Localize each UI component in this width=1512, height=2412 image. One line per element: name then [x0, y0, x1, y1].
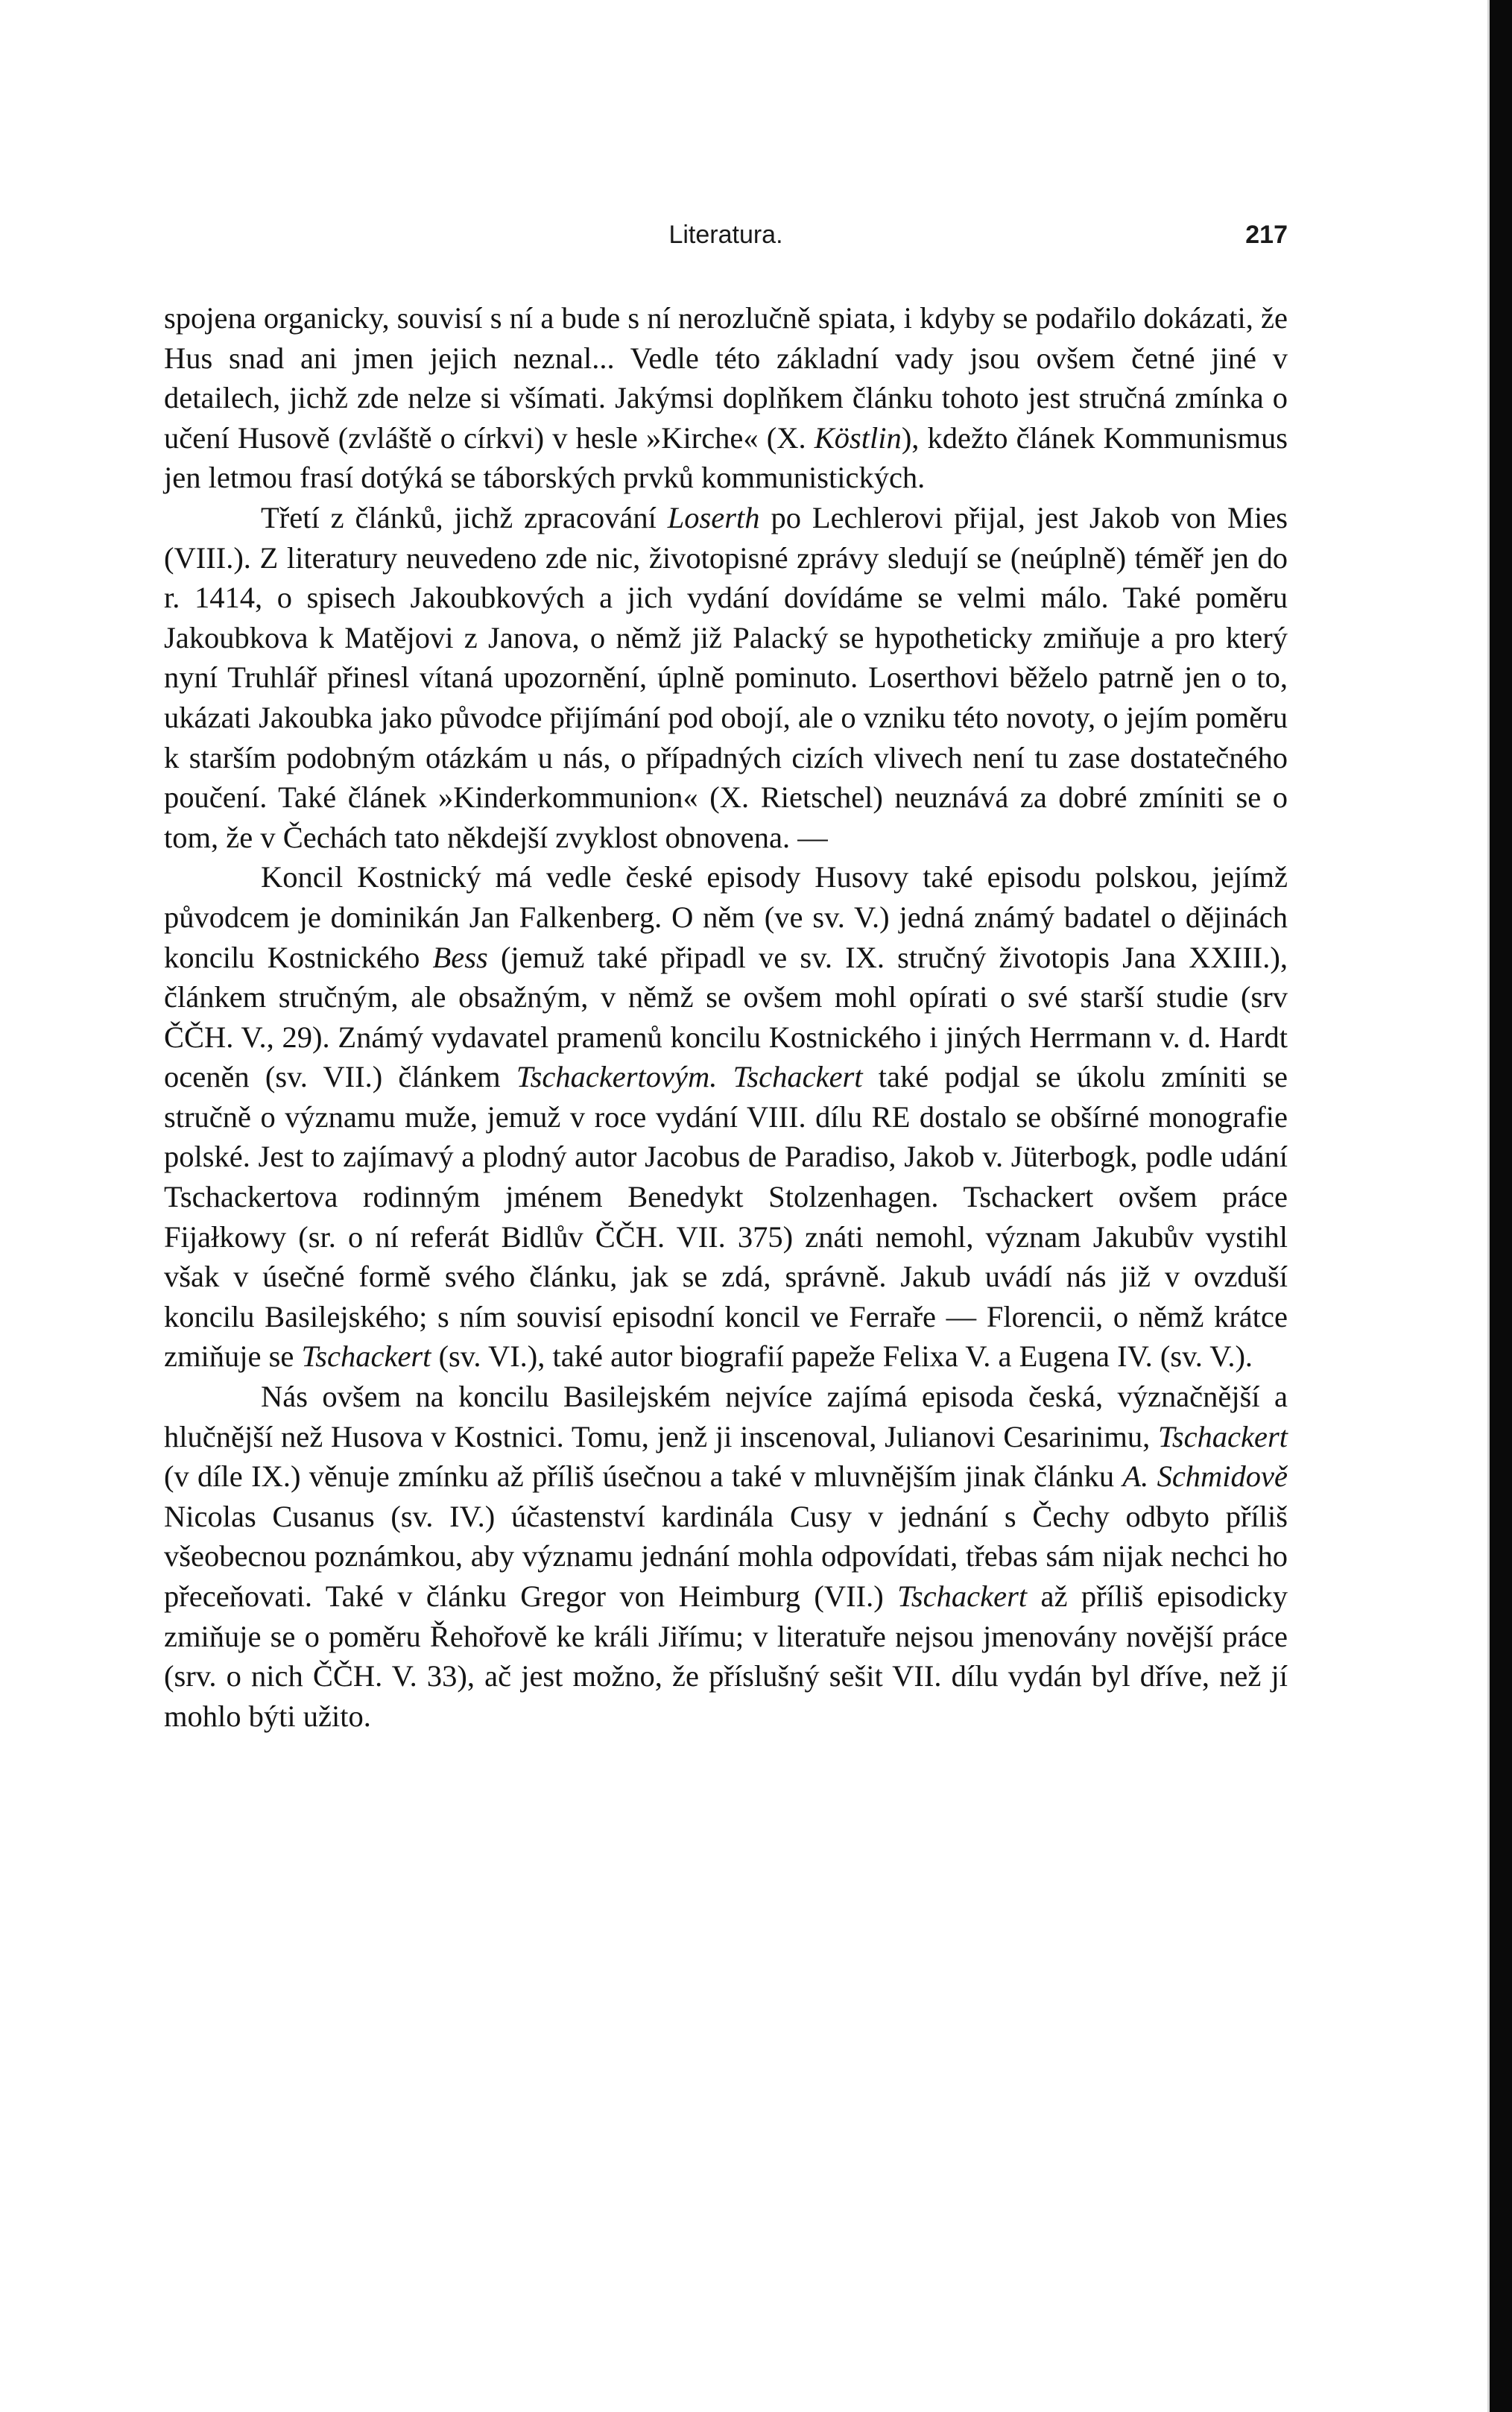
paragraph — [164, 298, 1288, 498]
italic-run: Tschackert — [1158, 1419, 1288, 1453]
text-run: také podjal se úkolu zmíniti se stručně o významu muže, jemuž v roce vydání VIII. dílu RE dostalo se obšírné monografie polské. Jest to zajímavý a plodný autor Jacobus de Paradiso, Jakob v. Jüterbogk, podle udání Tschackertova rodinným jménem Benedykt Stolzenhagen. Tschackert ovšem práce Fijałkowy (sr. o ní referát Bidlův ČČH. VII. 375) znáti nemohl, význam Jakubův vystihl však v úsečné formě svého článku, jak se zdá, správně. Jakub uvádí nás již v ovzduší koncilu Basilejského; s ním souvisí episodní koncil ve Ferraře — Florencii, o němž krátce zmiňuje se — [164, 1060, 1288, 1374]
text-run: (jemuž také připadl ve sv. IX. stručný životopis Jana XXIII.), článkem stručným, ale obsažným, v němž se ovšem mohl opírati o své starší studie (srv ČČH. V., 29). Známý vydavatel pramenů koncilu Kostnického i jiných Herrmann v. d. Hardt oceněn (sv. VII.) článkem — [164, 940, 1288, 1094]
text-run: ), kdežto článek Kommunismus jen letmou frasí dotýká se táborských prvků kommunistických. — [164, 420, 1288, 495]
italic-run: Tschackert — [301, 1339, 431, 1374]
italic-run: Tschackertovým. Tschackert — [516, 1060, 863, 1094]
body-text — [164, 298, 1288, 1736]
text-run: až příliš episodicky zmiňuje se o poměru Řehořově ke králi Jiřímu; v literatuře nejsou jmenovány novější práce (srv. o nich ČČH. V. 33), ač jest možno, že příslušný sešit VII. dílu vydán byl dříve, než jí mohlo býti užito. — [164, 1579, 1288, 1733]
italic-run: Loserth — [667, 500, 760, 534]
text-run: spojena organicky, souvisí s ní a bude s ní nerozlučně spiata, i kdyby se podařilo dokázati, že Hus snad ani jmen jejich neznal... Vedle této základní vady jsou ovšem četné jiné v detailech, jichž zde nelze si všímati. Jakýmsi doplňkem článku tohoto jest stručná zmínka o učení Husově (zvláště o církvi) v hesle »Kirche« (X. — [164, 301, 1288, 455]
text-run: po Lechlerovi přijal, jest Jakob von Mies (VIII.). Z literatury neuvedeno zde nic, životopisné zprávy sledují se (neúplně) téměř jen do r. 1414, o spisech Jakoubkových a jich vydání dovídáme se velmi málo. Také poměru Jakoubkova k Matějovi z Janova, o němž již Palacký se hypotheticky zmiňuje a pro který nyní Truhlář přinesl vítaná upozornění, úplně pominuto. Loserthovi běželo patrně jen o to, ukázati Jakoubka jako původce přijímání pod obojí, ale o vzniku této novoty, o jejím poměru k starším podobným otázkám u nás, o případných cizích vlivech není tu zase dostatečného poučení. Také článek »Kinderkommunion« (X. Rietschel) neuznává za dobré zmíniti se o tom, že v Čechách tato někdejší zvyklost obnovena. — — [164, 500, 1288, 854]
italic-run: Köstlin — [814, 420, 902, 455]
paragraph — [164, 857, 1288, 1377]
paragraph — [164, 498, 1288, 857]
text-run: (sv. VI.), také autor biografií papeže Felixa V. a Eugena IV. (sv. V.). — [431, 1339, 1253, 1374]
text-run: Koncil Kostnický má vedle české episody Husovy také episodu polskou, jejímž původcem je dominikán Jan Falkenberg. O něm (ve sv. V.) jedná známý badatel o dějinách koncilu Kostnického — [164, 860, 1288, 974]
running-head — [164, 221, 1288, 258]
running-title: Literatura. — [668, 221, 783, 249]
italic-run: A. Schmidově — [1122, 1459, 1288, 1494]
text-run: (v díle IX.) věnuje zmínku až příliš úsečnou a také v mluvnějším jinak článku — [164, 1459, 1123, 1494]
paragraph — [164, 1377, 1288, 1736]
italic-run: Tschackert — [897, 1579, 1028, 1613]
page-number: 217 — [1245, 221, 1288, 249]
italic-run: Bess — [432, 940, 488, 974]
text-run: Třetí z článků, jichž zpracování — [261, 500, 668, 534]
scan-border — [1490, 0, 1512, 2412]
text-run: Nás ovšem na koncilu Basilejském nejvíce zajímá episoda česká, význačnější a hlučnější než Husova v Kostnici. Tomu, jenž ji inscenoval, Julianovi Cesarinimu, — [164, 1380, 1288, 1453]
text-run: Nicolas Cusanus (sv. IV.) účastenství kardinála Cusy v jednání s Čechy odbyto příliš všeobecnou poznámkou, aby významu jednání mohla odpovídati, třebas sám nijak nechci ho přeceňovati. Také v článku Gregor von Heimburg (VII.) — [164, 1499, 1288, 1613]
